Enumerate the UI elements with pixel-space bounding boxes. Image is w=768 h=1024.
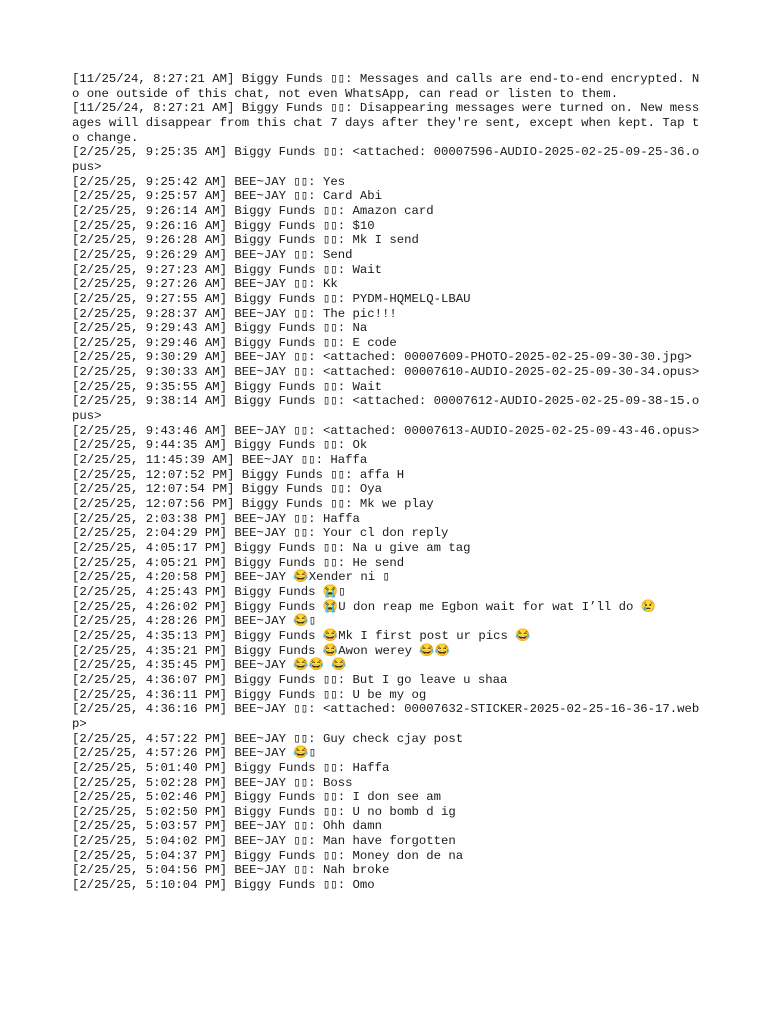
chat-message-line: [2/25/25, 4:36:07 PM] Biggy Funds ▯▯: But I go leave u shaa	[72, 672, 508, 687]
chat-message-line: [2/25/25, 5:02:50 PM] Biggy Funds ▯▯: U no bomb d ig	[72, 804, 456, 819]
chat-message-line: [2/25/25, 4:26:02 PM] Biggy Funds 😭U don reap me Egbon wait for wat I’ll do 😢	[72, 599, 657, 614]
chat-message-line: [2/25/25, 5:04:56 PM] BEE~JAY ▯▯: Nah broke	[72, 863, 390, 878]
chat-message-line: [2/25/25, 12:07:54 PM] Biggy Funds ▯▯: Oya	[72, 482, 382, 497]
chat-message-line: [2/25/25, 9:43:46 AM] BEE~JAY ▯▯: <attached: 00007613-AUDIO-2025-02-25-09-43-46.opus>	[72, 423, 700, 438]
chat-message-line: [2/25/25, 9:26:14 AM] Biggy Funds ▯▯: Amazon card	[72, 203, 434, 218]
chat-message-line: [2/25/25, 11:45:39 AM] BEE~JAY ▯▯: Haffa	[72, 453, 368, 468]
chat-message-line: [2/25/25, 9:27:23 AM] Biggy Funds ▯▯: Wait	[72, 262, 382, 277]
chat-message-line: [2/25/25, 9:27:26 AM] BEE~JAY ▯▯: Kk	[72, 277, 338, 292]
chat-message-line: [2/25/25, 9:30:33 AM] BEE~JAY ▯▯: <attached: 00007610-AUDIO-2025-02-25-09-30-34.opus>	[72, 365, 700, 380]
chat-message-line: [2/25/25, 9:25:57 AM] BEE~JAY ▯▯: Card Abi	[72, 189, 382, 204]
chat-transcript	[72, 72, 700, 893]
chat-message-line: [2/25/25, 5:04:02 PM] BEE~JAY ▯▯: Man have forgotten	[72, 834, 456, 849]
chat-message-line: [2/25/25, 12:07:56 PM] Biggy Funds ▯▯: Mk we play	[72, 497, 434, 512]
chat-message-line: [2/25/25, 9:44:35 AM] Biggy Funds ▯▯: Ok	[72, 438, 368, 453]
chat-message-line: [2/25/25, 4:57:22 PM] BEE~JAY ▯▯: Guy check cjay post	[72, 731, 464, 746]
chat-message-line: [2/25/25, 9:26:28 AM] Biggy Funds ▯▯: Mk I send	[72, 233, 419, 248]
chat-message-line: [2/25/25, 4:36:11 PM] Biggy Funds ▯▯: U be my og	[72, 687, 427, 702]
chat-message-line: [2/25/25, 5:02:28 PM] BEE~JAY ▯▯: Boss	[72, 775, 353, 790]
chat-message-line: [2/25/25, 9:25:42 AM] BEE~JAY ▯▯: Yes	[72, 174, 346, 189]
chat-message-line: [2/25/25, 9:26:16 AM] Biggy Funds ▯▯: $10	[72, 218, 375, 233]
chat-message-line: [2/25/25, 5:10:04 PM] Biggy Funds ▯▯: Omo	[72, 878, 375, 893]
chat-message-line: [2/25/25, 4:28:26 PM] BEE~JAY 😂▯	[72, 614, 317, 629]
chat-message-line: [2/25/25, 4:35:21 PM] Biggy Funds 😂Awon werey 😂😂	[72, 643, 451, 658]
chat-message-line: [2/25/25, 9:29:46 AM] Biggy Funds ▯▯: E code	[72, 335, 397, 350]
chat-message-line: [11/25/24, 8:27:21 AM] Biggy Funds ▯▯: Disappearing messages were turned on. New messages will disappear from this chat 7 days after they're sent, except when kept. Tap to change.	[72, 101, 700, 145]
chat-message-line: [11/25/24, 8:27:21 AM] Biggy Funds ▯▯: Messages and calls are end-to-end encrypted. No one outside of this chat, not even WhatsApp, can read or listen to them.	[72, 72, 700, 101]
chat-message-line: [2/25/25, 4:05:17 PM] Biggy Funds ▯▯: Na u give am tag	[72, 541, 471, 555]
chat-message-line: [2/25/25, 4:35:45 PM] BEE~JAY 😂😂 😂	[72, 658, 347, 673]
chat-message-line: [2/25/25, 9:38:14 AM] Biggy Funds ▯▯: <attached: 00007612-AUDIO-2025-02-25-09-38-15.opus>	[72, 394, 700, 424]
chat-message-line: [2/25/25, 9:35:55 AM] Biggy Funds ▯▯: Wait	[72, 379, 382, 394]
chat-message-line: [2/25/25, 4:36:16 PM] BEE~JAY ▯▯: <attached: 00007632-STICKER-2025-02-25-16-36-17.webp>	[72, 702, 700, 731]
chat-message-line: [2/25/25, 9:29:43 AM] Biggy Funds ▯▯: Na	[72, 321, 368, 336]
chat-message-line: [2/25/25, 9:25:35 AM] Biggy Funds ▯▯: <attached: 00007596-AUDIO-2025-02-25-09-25-36.opus>	[72, 145, 700, 174]
chat-message-line: [2/25/25, 4:05:21 PM] Biggy Funds ▯▯: He send	[72, 555, 405, 570]
chat-message-line: [2/25/25, 9:28:37 AM] BEE~JAY ▯▯: The pic!!!	[72, 306, 397, 321]
chat-message-line: [2/25/25, 4:25:43 PM] Biggy Funds 😭▯	[72, 584, 346, 599]
chat-message-line: [2/25/25, 2:04:29 PM] BEE~JAY ▯▯: Your cl don reply	[72, 526, 449, 541]
chat-message-line: [2/25/25, 12:07:52 PM] Biggy Funds ▯▯: affa H	[72, 467, 405, 482]
chat-message-line: [2/25/25, 5:01:40 PM] Biggy Funds ▯▯: Haffa	[72, 760, 390, 775]
chat-message-line: [2/25/25, 5:04:37 PM] Biggy Funds ▯▯: Money don de na	[72, 848, 464, 863]
chat-message-line: [2/25/25, 9:26:29 AM] BEE~JAY ▯▯: Send	[72, 247, 353, 262]
chat-message-line: [2/25/25, 2:03:38 PM] BEE~JAY ▯▯: Haffa	[72, 511, 360, 526]
chat-message-line: [2/25/25, 5:02:46 PM] Biggy Funds ▯▯: I don see am	[72, 790, 442, 805]
chat-message-line: [2/25/25, 4:35:13 PM] Biggy Funds 😂Mk I first post ur pics 😂	[72, 628, 531, 643]
chat-message-line: [2/25/25, 9:30:29 AM] BEE~JAY ▯▯: <attached: 00007609-PHOTO-2025-02-25-09-30-30.jpg>	[72, 350, 692, 365]
chat-message-line: [2/25/25, 4:20:58 PM] BEE~JAY 😂Xender ni ▯	[72, 570, 390, 585]
chat-message-line: [2/25/25, 9:27:55 AM] Biggy Funds ▯▯: PYDM-HQMELQ-LBAU	[72, 291, 471, 306]
chat-message-line: [2/25/25, 5:03:57 PM] BEE~JAY ▯▯: Ohh damn	[72, 819, 382, 834]
chat-message-line: [2/25/25, 4:57:26 PM] BEE~JAY 😂▯	[72, 746, 317, 761]
